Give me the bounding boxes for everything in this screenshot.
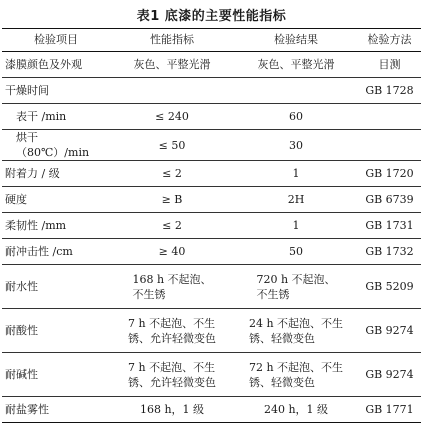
table-row (2, 130, 421, 161)
table-header-row (2, 29, 421, 52)
cell-indicator (110, 239, 234, 265)
cell-item: 烘干（80℃）/min (2, 130, 110, 161)
indicator-lines (162, 166, 182, 181)
result-line: 灰色、平整光滑 (257, 58, 335, 71)
table-row (2, 353, 421, 397)
indicator-line: 7 h 不起泡、不生 (128, 360, 216, 374)
result-line: 不生锈 (256, 287, 290, 301)
result-line: 锈、轻微变色 (248, 331, 315, 345)
cell-indicator (110, 265, 234, 309)
cell-item: 柔韧性 /mm (2, 213, 110, 239)
cell-indicator (110, 353, 234, 397)
result-lines (293, 166, 300, 181)
cell-item: 附着力 / 级 (2, 161, 110, 187)
indicator-line: ≥ B (161, 193, 183, 206)
cell-indicator (110, 213, 234, 239)
result-lines (288, 192, 305, 207)
indicator-lines (140, 402, 204, 417)
indicator-line: 灰色、平整光滑 (133, 58, 211, 71)
result-lines (293, 218, 300, 233)
table-row (2, 239, 421, 265)
table-row (2, 52, 421, 78)
table-row (2, 309, 421, 353)
cell-indicator (110, 309, 234, 353)
indicator-lines (155, 109, 189, 124)
indicator-lines (132, 272, 211, 302)
cell-item: 耐冲击性 /cm (2, 239, 110, 265)
indicator-line: 168 h，1 级 (139, 403, 205, 416)
cell-result (234, 130, 358, 161)
indicator-line: 7 h 不起泡、不生 (128, 316, 216, 330)
cell-indicator (110, 397, 234, 423)
cell-item: 耐水性 (2, 265, 110, 309)
cell-result (234, 161, 358, 187)
cell-indicator (110, 78, 234, 104)
indicator-lines (159, 244, 186, 259)
cell-method: GB 1732 (358, 239, 421, 265)
result-line: 1 (292, 219, 300, 232)
result-line: 1 (292, 167, 300, 180)
cell-indicator (110, 187, 234, 213)
table-row (2, 265, 421, 309)
cell-method: GB 1771 (358, 397, 421, 423)
cell-result (234, 239, 358, 265)
cell-item: 硬度 (2, 187, 110, 213)
cell-method: GB 6739 (358, 187, 421, 213)
cell-item: 耐碱性 (2, 353, 110, 397)
result-line: 50 (289, 245, 303, 258)
cell-item: 漆膜颜色及外观 (2, 52, 110, 78)
indicator-lines (134, 57, 211, 72)
indicator-line: 168 h 不起泡、 (132, 272, 212, 286)
cell-indicator (110, 130, 234, 161)
result-line: 60 (289, 110, 303, 123)
result-lines (249, 316, 343, 346)
indicator-lines (162, 218, 182, 233)
cell-method: GB 9274 (358, 309, 421, 353)
indicator-lines (128, 316, 216, 346)
cell-method: GB 1731 (358, 213, 421, 239)
result-line: 锈、轻微变色 (248, 375, 315, 389)
header-item: 检验项目 (2, 29, 110, 52)
cell-method: GB 9274 (358, 353, 421, 397)
cell-method: 目测 (358, 52, 421, 78)
header-result: 检验结果 (234, 29, 358, 52)
table-row (2, 78, 421, 104)
cell-result (234, 52, 358, 78)
cell-indicator (110, 104, 234, 130)
table-row (2, 161, 421, 187)
table-caption: 表1 底漆的主要性能指标 (136, 9, 287, 24)
indicator-lines (159, 138, 186, 153)
cell-method (358, 104, 421, 130)
result-line: 2H (287, 193, 305, 206)
indicator-line: ≥ 40 (158, 245, 186, 258)
result-lines (289, 244, 303, 259)
indicator-line: 不生锈 (132, 287, 166, 301)
result-lines (258, 57, 335, 72)
cell-result (234, 187, 358, 213)
cell-result (234, 104, 358, 130)
cell-result (234, 78, 358, 104)
cell-result (234, 265, 358, 309)
result-lines (264, 402, 328, 417)
result-line: 72 h 不起泡、不生 (248, 360, 344, 374)
indicator-line: 锈、允许轻微变色 (128, 375, 216, 389)
result-line: 30 (289, 138, 303, 152)
table-row (2, 397, 421, 423)
indicator-line: ≤ 240 (155, 110, 189, 123)
result-lines (249, 360, 343, 390)
table-row (2, 104, 421, 130)
cell-method: GB 5209 (358, 265, 421, 309)
cell-result (234, 397, 358, 423)
result-line: 24 h 不起泡、不生 (248, 316, 344, 330)
cell-result (234, 353, 358, 397)
result-lines (289, 109, 303, 124)
cell-item: 耐酸性 (2, 309, 110, 353)
result-line: 720 h 不起泡、 (256, 272, 336, 286)
indicator-line: ≤ 50 (158, 138, 186, 152)
indicator-line: 锈、允许轻微变色 (128, 331, 216, 345)
result-lines (289, 138, 303, 153)
table-row (2, 213, 421, 239)
indicator-lines (162, 192, 183, 207)
result-lines (256, 272, 335, 302)
cell-item: 耐盐雾性 (2, 397, 110, 423)
cell-result (234, 309, 358, 353)
indicator-line: ≤ 2 (162, 167, 182, 180)
header-method: 检验方法 (358, 29, 421, 52)
header-indicator: 性能指标 (110, 29, 234, 52)
indicator-line: ≤ 2 (162, 219, 182, 232)
cell-indicator (110, 52, 234, 78)
result-line: 240 h，1 级 (263, 403, 329, 416)
indicator-lines (128, 360, 216, 390)
table-row (2, 187, 421, 213)
cell-item: 表干 /min (2, 104, 110, 130)
cell-result (234, 213, 358, 239)
cell-method: GB 1720 (358, 161, 421, 187)
performance-table (2, 28, 421, 423)
table-body (2, 52, 421, 423)
cell-method: GB 1728 (358, 78, 421, 104)
cell-item: 干燥时间 (2, 78, 110, 104)
cell-method (358, 130, 421, 161)
cell-indicator (110, 161, 234, 187)
